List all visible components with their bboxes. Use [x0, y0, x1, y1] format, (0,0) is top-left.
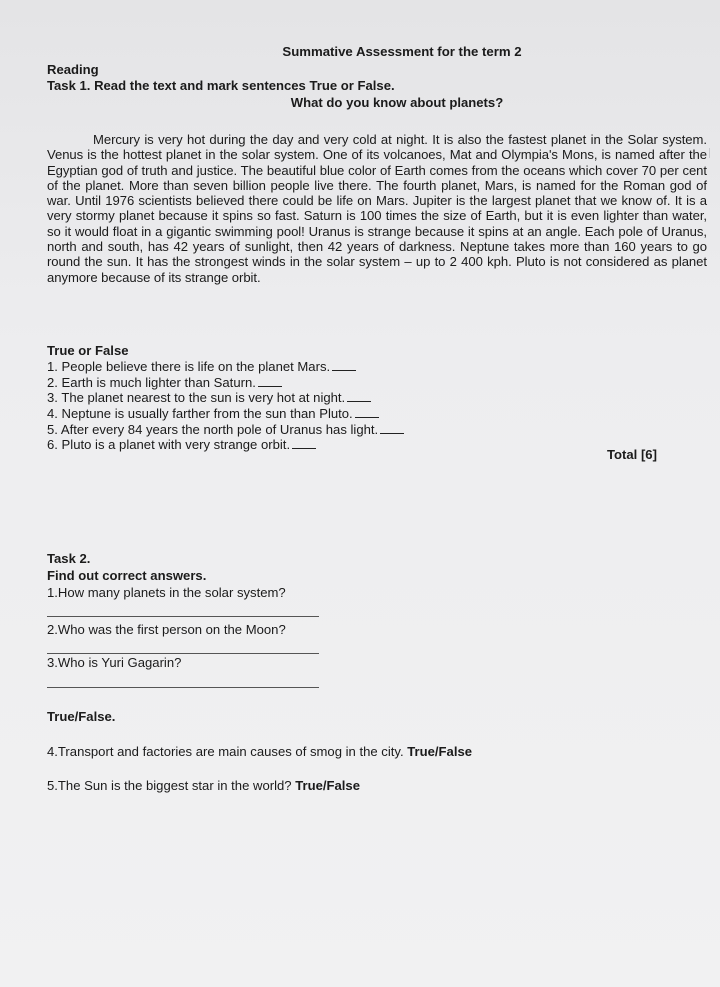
statement-text: 4.Transport and factories are main causes of smog in the city.	[47, 744, 408, 759]
task1-instruction: Task 1. Read the text and mark sentences True or False.	[47, 78, 395, 93]
answer-blank[interactable]	[332, 359, 356, 371]
reading-passage: Mercury is very hot during the day and very cold at night. It is also the fastest planet in the Solar system. Venus is the hottest planet in the solar system. One of its volcanoes, Mat and Olympia's Mons, is named after the Egyptian god of truth and justice. The beautiful blue color of Earth comes from the oceans which cover 70 per cent of the planet. More than seven billion people live there. The fourth planet, Mars, is named for the Roman god of war. Until 1976 scientists believed there could be life on Mars. Jupiter is the largest planet that we know of. It is a very stormy planet because it spins so fast. Saturn is 100 times the size of Earth, but it is even lighter than water, so it would float in a gigantic swimming pool! Uranus is strange because it spins at an angle. Each pole of Uranus, north and south, has 42 years of sunlight, then 42 years of darkness. Neptune takes more than 160 years to go round the sun. It has the strongest winds in the solar system – up to 2 400 kph. Pluto is not considered as planet anymore because of its strange orbit.	[47, 132, 707, 285]
answer-blank[interactable]	[258, 375, 282, 387]
answer-blank[interactable]	[355, 406, 379, 418]
question-text: 2.Who was the first person on the Moon?	[47, 622, 286, 637]
statement-text: 1. People believe there is life on the planet Mars.	[47, 359, 331, 374]
list-item	[47, 437, 404, 453]
answer-blank[interactable]	[380, 422, 404, 434]
page-edge-mark	[709, 148, 720, 158]
true-false-heading-2: True/False.	[47, 709, 116, 724]
task2-heading: Task 2.	[47, 551, 91, 566]
true-false-answer[interactable]: True/False	[295, 778, 360, 793]
task2-instruction: Find out correct answers.	[47, 568, 207, 583]
list-item	[47, 375, 404, 391]
document-title: Summative Assessment for the term 2	[282, 44, 522, 59]
answer-line[interactable]	[47, 616, 319, 617]
true-false-list	[47, 359, 404, 453]
true-false-answer[interactable]: True/False	[407, 744, 473, 759]
statement-row	[47, 778, 360, 793]
list-item	[47, 422, 404, 438]
answer-blank[interactable]	[292, 437, 316, 449]
statement-text: 5. After every 84 years the north pole of Uranus has light.	[47, 421, 379, 437]
statement-text: 2. Earth is much lighter than Saturn.	[47, 374, 256, 390]
total-score: Total [6]	[607, 447, 657, 462]
passage-title: What do you know about planets?	[290, 95, 504, 110]
statement-row	[47, 744, 472, 759]
answer-line[interactable]	[47, 653, 319, 654]
answer-blank[interactable]	[347, 390, 371, 402]
list-item	[47, 390, 404, 406]
question-text: 1.How many planets in the solar system?	[47, 585, 286, 600]
statement-text: 6. Pluto is a planet with very strange orbit.	[47, 437, 291, 453]
section-label: Reading	[47, 62, 99, 77]
statement-text: 3. The planet nearest to the sun is very hot at night.	[47, 390, 346, 406]
answer-line[interactable]	[47, 687, 319, 688]
statement-text: 5.The Sun is the biggest star in the world?	[47, 778, 296, 793]
statement-text: 4. Neptune is usually farther from the sun than Pluto.	[47, 406, 353, 422]
list-item	[47, 406, 404, 422]
question-text: 3.Who is Yuri Gagarin?	[47, 655, 182, 670]
list-item	[47, 359, 404, 375]
true-false-heading: True or False	[47, 343, 129, 358]
